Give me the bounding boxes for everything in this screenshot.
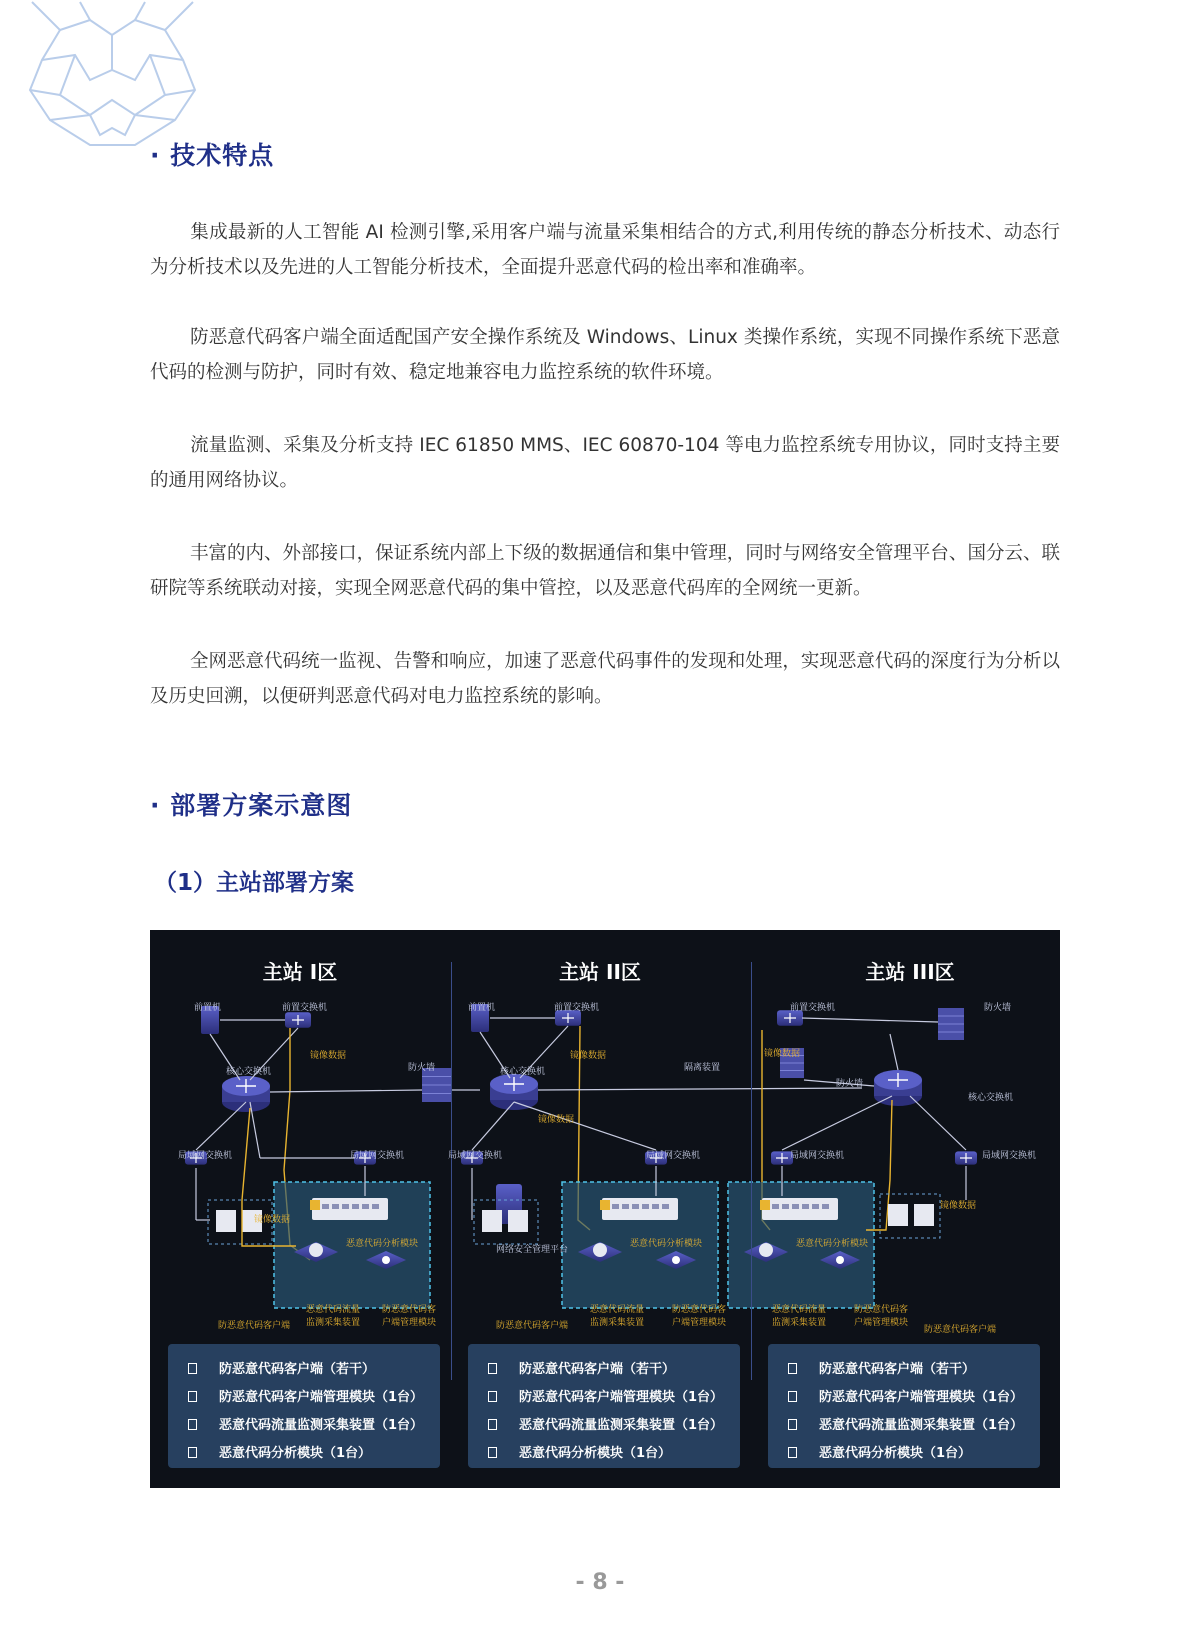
label-analysis-module: 恶意代码分析模块 [796,1239,869,1249]
checkbox-icon [788,1419,797,1430]
zone-3-device-list [768,1344,1040,1468]
label-lan-switch: 局域网交换机 [350,1151,405,1161]
gauge-icon [309,1243,323,1257]
label-core-switch: 核心交换机 [968,1093,1014,1103]
list-item: 防恶意代码客户端管理模块（1台） [788,1386,1023,1405]
lion-logo-watermark [20,0,205,150]
checkbox-icon [488,1391,497,1402]
zone-divider-1 [451,962,452,1380]
label-analysis-module: 恶意代码分析模块 [346,1239,419,1249]
label-front-switch: 前置交换机 [282,1003,328,1013]
link-line [910,1096,966,1150]
label-clients: 防恶意代码客户端 [218,1321,291,1331]
label-analysis-module: 恶意代码分析模块 [630,1239,703,1249]
link-line [890,1034,898,1070]
label-lan-switch: 局域网交换机 [646,1151,701,1161]
label-mirror: 镜像数据 [570,1051,607,1061]
section-title-deployment: · 部署方案示意图 [150,791,353,820]
label-mirror: 镜像数据 [940,1201,977,1211]
link-line [196,1102,246,1150]
subsection-title-master-station: （1）主站部署方案 [154,870,355,896]
label-client-mgmt: 防恶意代码客户端管理模块 [854,1305,909,1328]
zone-2-device-list [468,1344,740,1468]
label-traffic-device: 恶意代码流量监测采集装置 [772,1305,827,1328]
appliance-port-icon [352,1204,359,1209]
label-clients: 防恶意代码客户端 [496,1321,569,1331]
list-item: 恶意代码分析模块（1台） [488,1442,671,1461]
appliance-logo-icon [310,1200,320,1210]
zone-2-title: 主站 II区 [559,960,641,984]
deployment-diagram [150,930,1060,1488]
label-mirror: 镜像数据 [310,1051,347,1061]
appliance-port-icon [662,1204,669,1209]
checkbox-icon [488,1419,497,1430]
appliance-port-icon [772,1204,779,1209]
list-item: 恶意代码分析模块（1台） [788,1442,971,1461]
checkbox-icon [188,1419,197,1430]
list-item: 防恶意代码客户端（若干） [488,1358,675,1377]
appliance-port-icon [632,1204,639,1209]
paragraph-1: 集成最新的人工智能 AI 检测引擎,采用客户端与流量采集相结合的方式,利用传统的静态分析技术、动态行为分析技术以及先进的人工智能分析技术，全面提升恶意代码的检出率和准确率。 [150,222,1060,278]
label-core-switch: 核心交换机 [226,1067,272,1077]
label-traffic-device: 恶意代码流量监测采集装置 [590,1305,645,1328]
gear-icon [836,1256,844,1264]
section-title-tech-features: · 技术特点 [150,141,275,170]
checkbox-icon [788,1447,797,1458]
checkbox-icon [788,1363,797,1374]
zone-3-title: 主站 III区 [865,960,955,984]
monitor-icon [482,1210,502,1232]
page-number: - 8 - [575,1570,625,1595]
appliance-port-icon [802,1204,809,1209]
checkbox-icon [188,1391,197,1402]
list-item: 恶意代码流量监测采集装置（1台） [488,1414,723,1433]
appliance-port-icon [622,1204,629,1209]
monitor-icon [216,1210,236,1232]
label-isolation: 隔离装置 [684,1063,721,1073]
label-front-server: 前置机 [194,1003,222,1013]
monitor-icon [508,1210,528,1232]
link-line [538,1088,862,1090]
paragraph-3: 流量监测、采集及分析支持 IEC 61850 MMS、IEC 60870-104 等电力监控系统专用协议，同时支持主要的通用网络协议。 [150,435,1060,491]
label-client-mgmt: 防恶意代码客户端管理模块 [672,1305,727,1328]
appliance-logo-icon [760,1200,770,1210]
label-lan-switch: 局域网交换机 [982,1151,1037,1161]
checkbox-icon [788,1391,797,1402]
checkbox-icon [488,1447,497,1458]
appliance-logo-icon [600,1200,610,1210]
checkbox-icon [188,1447,197,1458]
label-firewall: 防火墙 [984,1003,1012,1013]
appliance-port-icon [792,1204,799,1209]
appliance-port-icon [342,1204,349,1209]
zone-divider-2 [751,962,752,1380]
appliance-port-icon [812,1204,819,1209]
appliance-port-icon [612,1204,619,1209]
label-client-mgmt: 防恶意代码客户端管理模块 [382,1305,437,1328]
label-firewall: 防火墙 [408,1063,436,1073]
appliance-port-icon [642,1204,649,1209]
label-mirror: 镜像数据 [764,1049,801,1059]
zone-1-device-list [168,1344,440,1468]
label-netsec-platform: 网络安全管理平台 [496,1245,569,1255]
gauge-icon [593,1243,607,1257]
label-mirror: 镜像数据 [254,1215,291,1225]
label-lan-switch: 局域网交换机 [790,1151,845,1161]
label-lan-switch: 局域网交换机 [448,1151,503,1161]
appliance-port-icon [782,1204,789,1209]
list-item: 防恶意代码客户端管理模块（1台） [188,1386,423,1405]
appliance-port-icon [822,1204,829,1209]
list-item: 恶意代码流量监测采集装置（1台） [188,1414,423,1433]
list-item: 防恶意代码客户端（若干） [788,1358,975,1377]
link-line [472,1102,514,1150]
link-line [802,1018,938,1022]
label-front-switch: 前置交换机 [790,1003,836,1013]
paragraph-5: 全网恶意代码统一监视、告警和响应，加速了恶意代码事件的发现和处理，实现恶意代码的深度行为分析以及历史回溯，以便研判恶意代码对电力监控系统的影响。 [150,651,1060,707]
list-item: 恶意代码分析模块（1台） [188,1442,371,1461]
list-item: 防恶意代码客户端（若干） [188,1358,375,1377]
appliance-port-icon [652,1204,659,1209]
link-line [514,1102,656,1150]
list-item: 恶意代码流量监测采集装置（1台） [788,1414,1023,1433]
list-item: 防恶意代码客户端管理模块（1台） [488,1386,723,1405]
label-lan-switch: 局域网交换机 [178,1151,233,1161]
gear-icon [382,1256,390,1264]
checkbox-icon [488,1363,497,1374]
checkbox-icon [188,1363,197,1374]
paragraph-4: 丰富的内、外部接口，保证系统内部上下级的数据通信和集中管理，同时与网络安全管理平台、国分云、联研院等系统联动对接，实现全网恶意代码的集中管控，以及恶意代码库的全网统一更新。 [150,543,1060,599]
link-line [782,1096,892,1150]
label-mirror: 镜像数据 [538,1115,575,1125]
label-firewall: 防火墙 [836,1079,864,1089]
label-traffic-device: 恶意代码流量监测采集装置 [306,1305,361,1328]
link-line [270,1090,422,1092]
appliance-port-icon [372,1204,379,1209]
paragraph-2: 防恶意代码客户端全面适配国产安全操作系统及 Windows、Linux 类操作系统，实现不同操作系统下恶意代码的检测与防护，同时有效、稳定地兼容电力监控系统的软件环境。 [150,327,1060,383]
appliance-port-icon [322,1204,329,1209]
label-front-switch: 前置交换机 [554,1003,600,1013]
label-clients: 防恶意代码客户端 [924,1325,997,1335]
monitor-icon [914,1204,934,1226]
gauge-icon [759,1243,773,1257]
appliance-port-icon [362,1204,369,1209]
label-front-server: 前置机 [468,1003,496,1013]
zone-1-title: 主站 I区 [262,960,338,984]
monitor-icon [888,1204,908,1226]
appliance-port-icon [332,1204,339,1209]
gear-icon [672,1256,680,1264]
label-core-switch: 核心交换机 [500,1067,546,1077]
